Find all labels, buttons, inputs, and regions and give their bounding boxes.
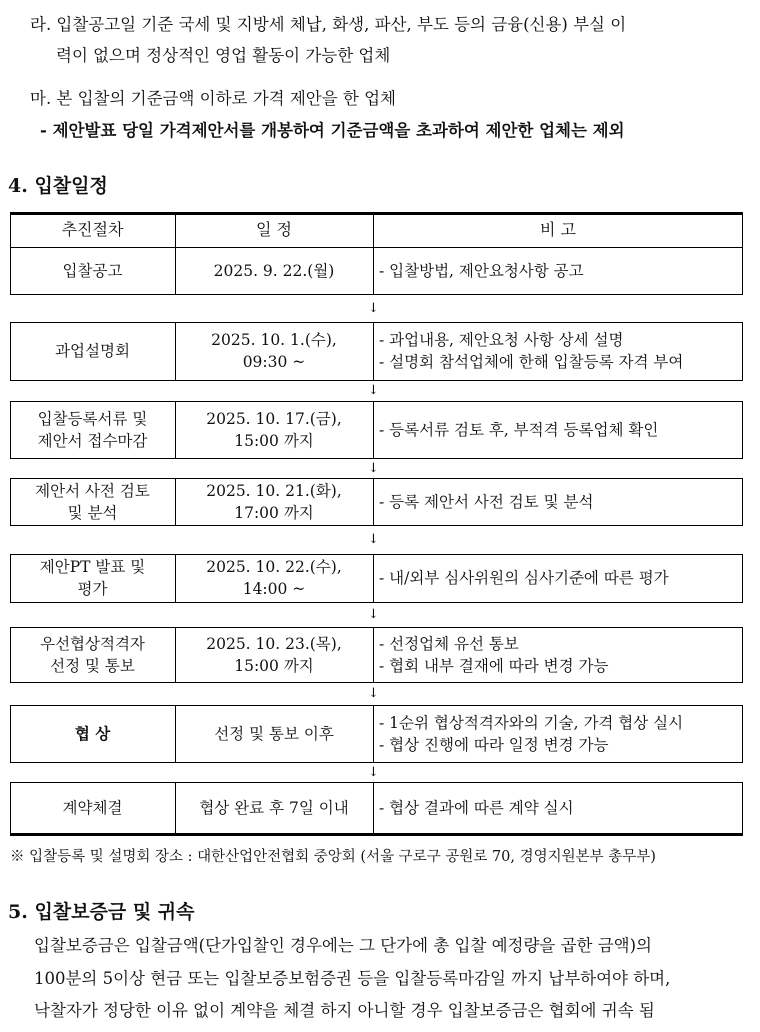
note-cell-line: - 협회 내부 결재에 따라 변경 가능 <box>379 656 609 675</box>
note-cell <box>373 554 743 602</box>
note-cell-line: - 1순위 협상적격자와의 기술, 가격 협상 실시 <box>379 713 684 732</box>
section-5-title: 5. 입찰보증금 및 귀속 <box>8 901 195 923</box>
schedule-cell-line: 2025. 10. 1.(수), <box>211 331 337 349</box>
note-cell-line: - 설명회 참석업체에 한해 입찰등록 자격 부여 <box>379 353 684 371</box>
note-cell <box>373 401 743 458</box>
header-step: 추진절차 <box>61 220 124 240</box>
row-5-bottom-rule <box>10 682 743 683</box>
step-cell <box>10 627 175 682</box>
note-cell <box>373 478 743 525</box>
row-7-bottom-rule <box>10 833 743 836</box>
note-cell-line: - 입찰방법, 제안요청사항 공고 <box>379 261 584 280</box>
header-note: 비 고 <box>540 220 576 240</box>
flow-arrow-icon: ↓ <box>368 607 379 622</box>
row-0-bottom-rule <box>10 294 743 295</box>
step-cell <box>10 554 175 602</box>
note-cell-line: - 협상 진행에 따라 일정 변경 가능 <box>379 735 609 754</box>
step-cell-line: 협 상 <box>74 723 111 743</box>
schedule-cell-line: 2025. 9. 22.(월) <box>213 261 335 280</box>
step-cell-line: 제안PT 발표 및 <box>39 558 146 576</box>
flow-arrow-icon: ↓ <box>368 765 379 780</box>
condition-ma-sub: - 제안발표 당일 가격제안서를 개봉하여 기준금액을 초과하여 제안한 업체는 제외 <box>40 121 625 140</box>
flow-arrow-icon: ↓ <box>368 461 379 476</box>
flow-arrow-icon: ↓ <box>368 532 379 547</box>
schedule-cell <box>175 627 373 682</box>
flow-arrow-icon: ↓ <box>368 383 379 398</box>
footnote: ※ 입찰등록 및 설명회 장소 : 대한산업안전협회 중앙회 (서울 구로구 공원로 70, 경영지원본부 총무부) <box>10 849 656 865</box>
condition-ma-line: 마. 본 입찰의 기준금액 이하로 가격 제안을 한 업체 <box>30 89 396 108</box>
paragraph-line-3: 낙찰자가 정당한 이유 없이 계약을 체결 하지 아니할 경우 입찰보증금은 협회에 귀속 됨 <box>34 1001 655 1020</box>
note-cell <box>373 705 743 762</box>
step-cell-line: 계약체결 <box>62 798 123 817</box>
row-2-bottom-rule <box>10 458 743 459</box>
schedule-cell <box>175 401 373 458</box>
row-3-bottom-rule <box>10 525 743 526</box>
note-cell-line: - 선정업체 유선 통보 <box>379 634 519 653</box>
row-6-bottom-rule <box>10 762 743 763</box>
note-cell-line: - 협상 결과에 따른 계약 실시 <box>379 798 574 817</box>
note-cell-line: - 내/외부 심사위원의 심사기준에 따른 평가 <box>379 569 669 587</box>
schedule-cell-line: 15:00 까지 <box>234 656 314 675</box>
note-cell-line: - 등록 제안서 사전 검토 및 분석 <box>379 492 594 511</box>
step-cell-line: 입찰등록서류 및 <box>37 409 148 428</box>
note-cell <box>373 782 743 833</box>
paragraph-line-2: 100분의 5이상 현금 또는 입찰보증보험증권 등을 입찰등록마감일 까지 납부하여야 하며, <box>34 969 671 988</box>
schedule-cell-line: 2025. 10. 17.(금), <box>206 409 342 428</box>
paragraph-line-1: 입찰보증금은 입찰금액(단가입찰인 경우에는 그 단가에 총 입찰 예정량을 곱한 금액)의 <box>34 936 652 955</box>
schedule-cell-line: 09:30 ~ <box>242 353 306 371</box>
note-cell-line: - 과업내용, 제안요청 사항 상세 설명 <box>379 331 624 349</box>
schedule-cell-line: 협상 완료 후 7일 이내 <box>199 798 349 817</box>
step-cell-line: 선정 및 통보 <box>50 656 135 675</box>
note-cell <box>373 247 743 294</box>
step-cell-line: 제안서 사전 검토 <box>35 481 150 500</box>
step-cell <box>10 478 175 525</box>
schedule-cell <box>175 705 373 762</box>
condition-ra-line2: 력이 없으며 정상적인 영업 활동이 가능한 업체 <box>56 46 391 65</box>
schedule-cell-line: 2025. 10. 21.(화), <box>206 481 342 500</box>
schedule-cell <box>175 554 373 602</box>
step-cell <box>10 247 175 294</box>
step-cell-line: 제안서 접수마감 <box>37 431 148 450</box>
schedule-cell <box>175 782 373 833</box>
schedule-cell <box>175 247 373 294</box>
schedule-cell-line: 17:00 까지 <box>234 503 314 522</box>
condition-ra-line1: 라. 입찰공고일 기준 국세 및 지방세 체납, 화생, 파산, 부도 등의 금융(신용) 부실 이 <box>30 15 627 34</box>
schedule-cell-line: 14:00 ~ <box>242 580 306 598</box>
schedule-cell-line: 2025. 10. 22.(수), <box>206 558 342 576</box>
step-cell-line: 과업설명회 <box>55 342 130 360</box>
note-cell <box>373 627 743 682</box>
step-cell <box>10 782 175 833</box>
step-cell <box>10 322 175 380</box>
step-cell-line: 평가 <box>77 580 108 598</box>
step-cell-line: 입찰공고 <box>62 261 123 280</box>
schedule-cell-line: 선정 및 통보 이후 <box>214 724 334 743</box>
section-4-title: 4. 입찰일정 <box>8 175 108 197</box>
note-cell <box>373 322 743 380</box>
step-cell-line: 우선협상적격자 <box>40 634 145 653</box>
schedule-cell-line: 2025. 10. 23.(목), <box>206 634 342 653</box>
row-1-bottom-rule <box>10 380 743 381</box>
flow-arrow-icon: ↓ <box>368 301 379 316</box>
schedule-cell <box>175 478 373 525</box>
flow-arrow-icon: ↓ <box>368 686 379 701</box>
header-schedule: 일 정 <box>256 220 292 240</box>
step-cell <box>10 401 175 458</box>
note-cell-line: - 등록서류 검토 후, 부적격 등록업체 확인 <box>379 420 659 439</box>
schedule-cell-line: 15:00 까지 <box>234 431 314 450</box>
step-cell <box>10 705 175 762</box>
step-cell-line: 및 분석 <box>67 503 118 522</box>
row-4-bottom-rule <box>10 602 743 603</box>
schedule-cell <box>175 322 373 380</box>
